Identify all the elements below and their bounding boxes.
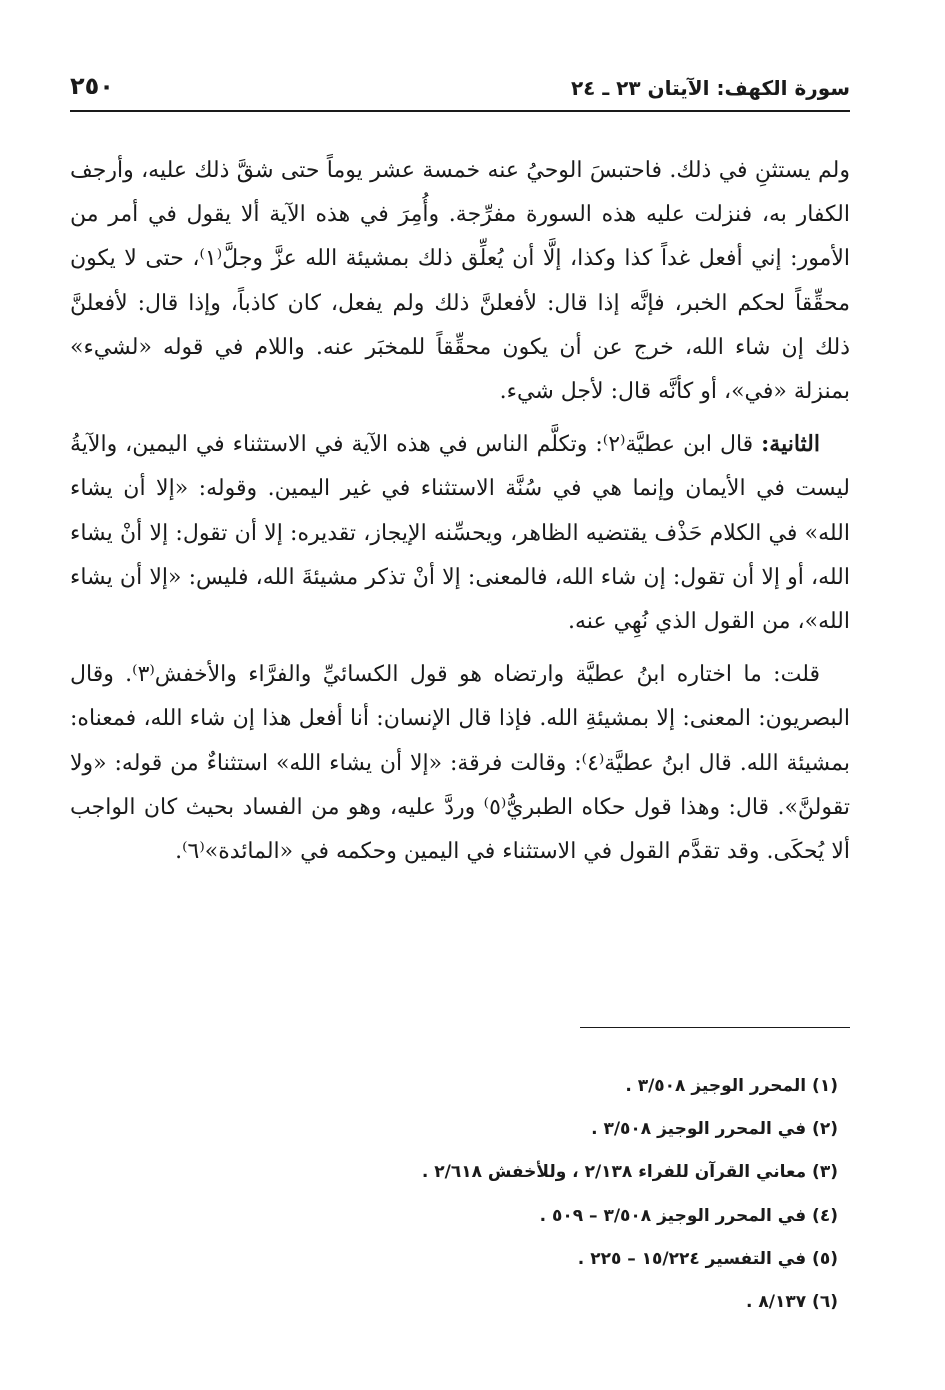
header-rule xyxy=(70,110,850,112)
footnote-item: (٢) في المحرر الوجيز ٣/٥٠٨ . xyxy=(591,1119,838,1140)
footnote-item: (٦) ٨/١٣٧ . xyxy=(746,1292,838,1313)
running-header xyxy=(70,60,850,100)
footnotes-list xyxy=(70,1065,838,1324)
main-text xyxy=(70,148,850,882)
book-page xyxy=(70,60,850,1360)
paragraph-author-note xyxy=(70,652,850,874)
footnote-item: (٣) معاني القرآن للفراء ٢/١٣٨ ، وللأخفش ٢/٦١٨ . xyxy=(421,1162,838,1183)
running-head-title: سورة الكهف: الآيتان ٢٣ ـ ٢٤ xyxy=(570,76,850,100)
paragraph-continuation xyxy=(70,148,850,414)
footnote-separator xyxy=(580,1027,850,1028)
paragraph-second-issue xyxy=(70,422,850,644)
footnote-item: (١) المحرر الوجيز ٣/٥٠٨ . xyxy=(625,1076,838,1096)
paragraph-text: قال ابن عطيَّة⁽٢⁾: وتكلَّم الناس في هذه الآية في الاستثناء في اليمين، والآيةُ ليست في الأيمان وإنما هي في سُنَّة الاستثناء في غير اليمين. وقوله: «إلا أن يشاء الله» في الكلام حَذْف يقتضيه الظاهر، ويحسِّنه الإيجاز، تقديره: إلا أن تقول: إلا أنْ يشاء الله، أو إلا أن تقول: إن شاء الله، فالمعنى: إلا أنْ تذكر مشيئةَ الله، فليس: «إلا أن يشاء الله»، من القول الذي نُهِي عنه. xyxy=(70,432,850,635)
section-heading-second: الثانية: xyxy=(761,431,820,458)
footnote-item: (٤) في المحرر الوجيز ٣/٥٠٨ – ٥٠٩ . xyxy=(539,1205,838,1226)
paragraph-text: ولم يستثنِ في ذلك. فاحتبسَ الوحيُ عنه خمسة عشر يوماً حتى شقَّ ذلك عليه، وأرجف الكفار به، فنزلت عليه هذه السورة مفرِّجة. وأُمِرَ في هذه الآية ألا يقول في أمر من الأمور: إني أفعل غداً كذا وكذا، إلَّا أن يُعلِّق ذلك بمشيئة الله عزَّ وجلَّ⁽١⁾، حتى لا يكون محقِّقاً لحكم الخبر، فإنَّه إذا قال: لأفعلنَّ ذلك ولم يفعل، كان كاذباً، وإذا قال: لأفعلنَّ ذلك إن شاء الله، خرج عن أن يكون محقِّقاً للمخبَر عنه. واللام في قوله «لشيء» بمنزلة «في»، أو كأنَّه قال: لأجل شيء. xyxy=(70,158,850,405)
page-number: ٢٥٠ xyxy=(70,72,114,100)
footnote-item: (٥) في التفسير ١٥/٢٢٤ – ٢٢٥ . xyxy=(577,1248,838,1269)
paragraph-text: قلت: ما اختاره ابنُ عطيَّة وارتضاه هو قول الكسائيِّ والفرَّاء والأخفش⁽٣⁾. وقال البصريون: المعنى: إلا بمشيئةِ الله. فإذا قال الإنسان: أنا أفعل هذا إن شاء الله، فمعناه: بمشيئة الله. قال ابنُ عطيَّة⁽٤⁾: وقالت فرقة: «إلا أن يشاء الله» استثناءٌ من قوله: «ولا تقولنَّ». قال: وهذا قول حكاه الطبريُّ⁽٥⁾ وردَّ عليه، وهو من الفساد بحيث كان الواجب ألا يُحكَى. وقد تقدَّم القول في الاستثناء في اليمين وحكمه في «المائدة»⁽٦⁾. xyxy=(70,662,850,865)
